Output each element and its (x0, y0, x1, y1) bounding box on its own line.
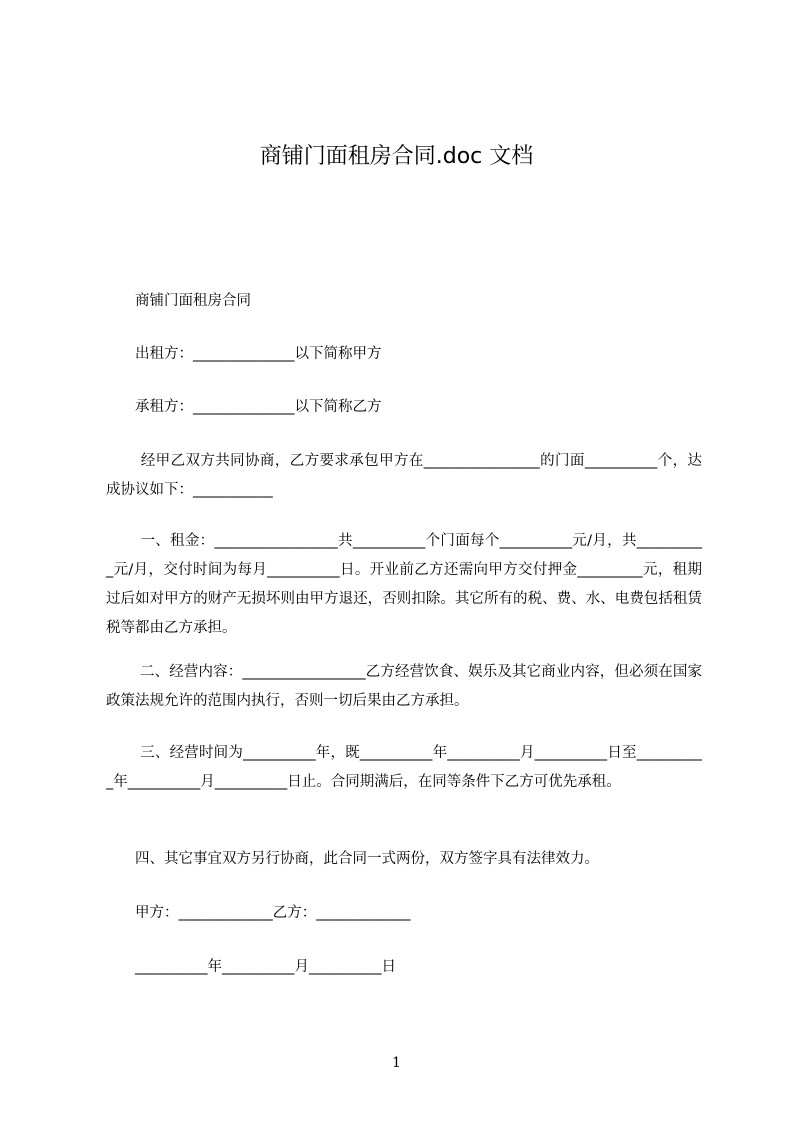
paragraph-other-matters: 四、其它事宜双方另行协商，此合同一式两份，双方签字具有法律效力。 (106, 851, 599, 867)
paragraph-heading: 商铺门面租房合同 (106, 293, 251, 309)
paragraph-lessee: 承租方：______________以下简称乙方 (106, 399, 382, 415)
paragraph-lessor: 出租方：______________以下简称甲方 (106, 346, 382, 362)
paragraph-business-period: 三、经营时间为__________年，既__________年__________月__________日至__________年__________月__________日止。合同期满后，在同等条件下乙方可优先承租。 (106, 745, 702, 790)
page-number: 1 (392, 1055, 401, 1071)
paragraph-date: __________年__________月__________日 (106, 959, 396, 975)
paragraph-signatures: 甲方：_____________乙方：_____________ (106, 905, 411, 921)
document-title: 商铺门面租房合同.doc 文档 (259, 144, 534, 169)
paragraph-business-content: 二、经营内容：_________________乙方经营饮食、娱乐及其它商业内容，但必须在国家政策法规允许的范围内执行，否则一切后果由乙方承担。 (106, 664, 702, 709)
paragraph-agreement-intro: 经甲乙双方共同协商，乙方要求承包甲方在________________的门面__________个，达成协议如下：___________ (106, 453, 702, 498)
paragraph-rent: 一、租金：_________________共__________个门面每个__________元/月，共__________元/月，交付时间为每月__________日。开业前乙方还需向甲方交付押金_________元，租期过后如对甲方的财产无损坏则由甲方退还，否则扣除。其它所有的税、费、水、电费包括租赁税等都由乙方承担。 (106, 533, 702, 636)
